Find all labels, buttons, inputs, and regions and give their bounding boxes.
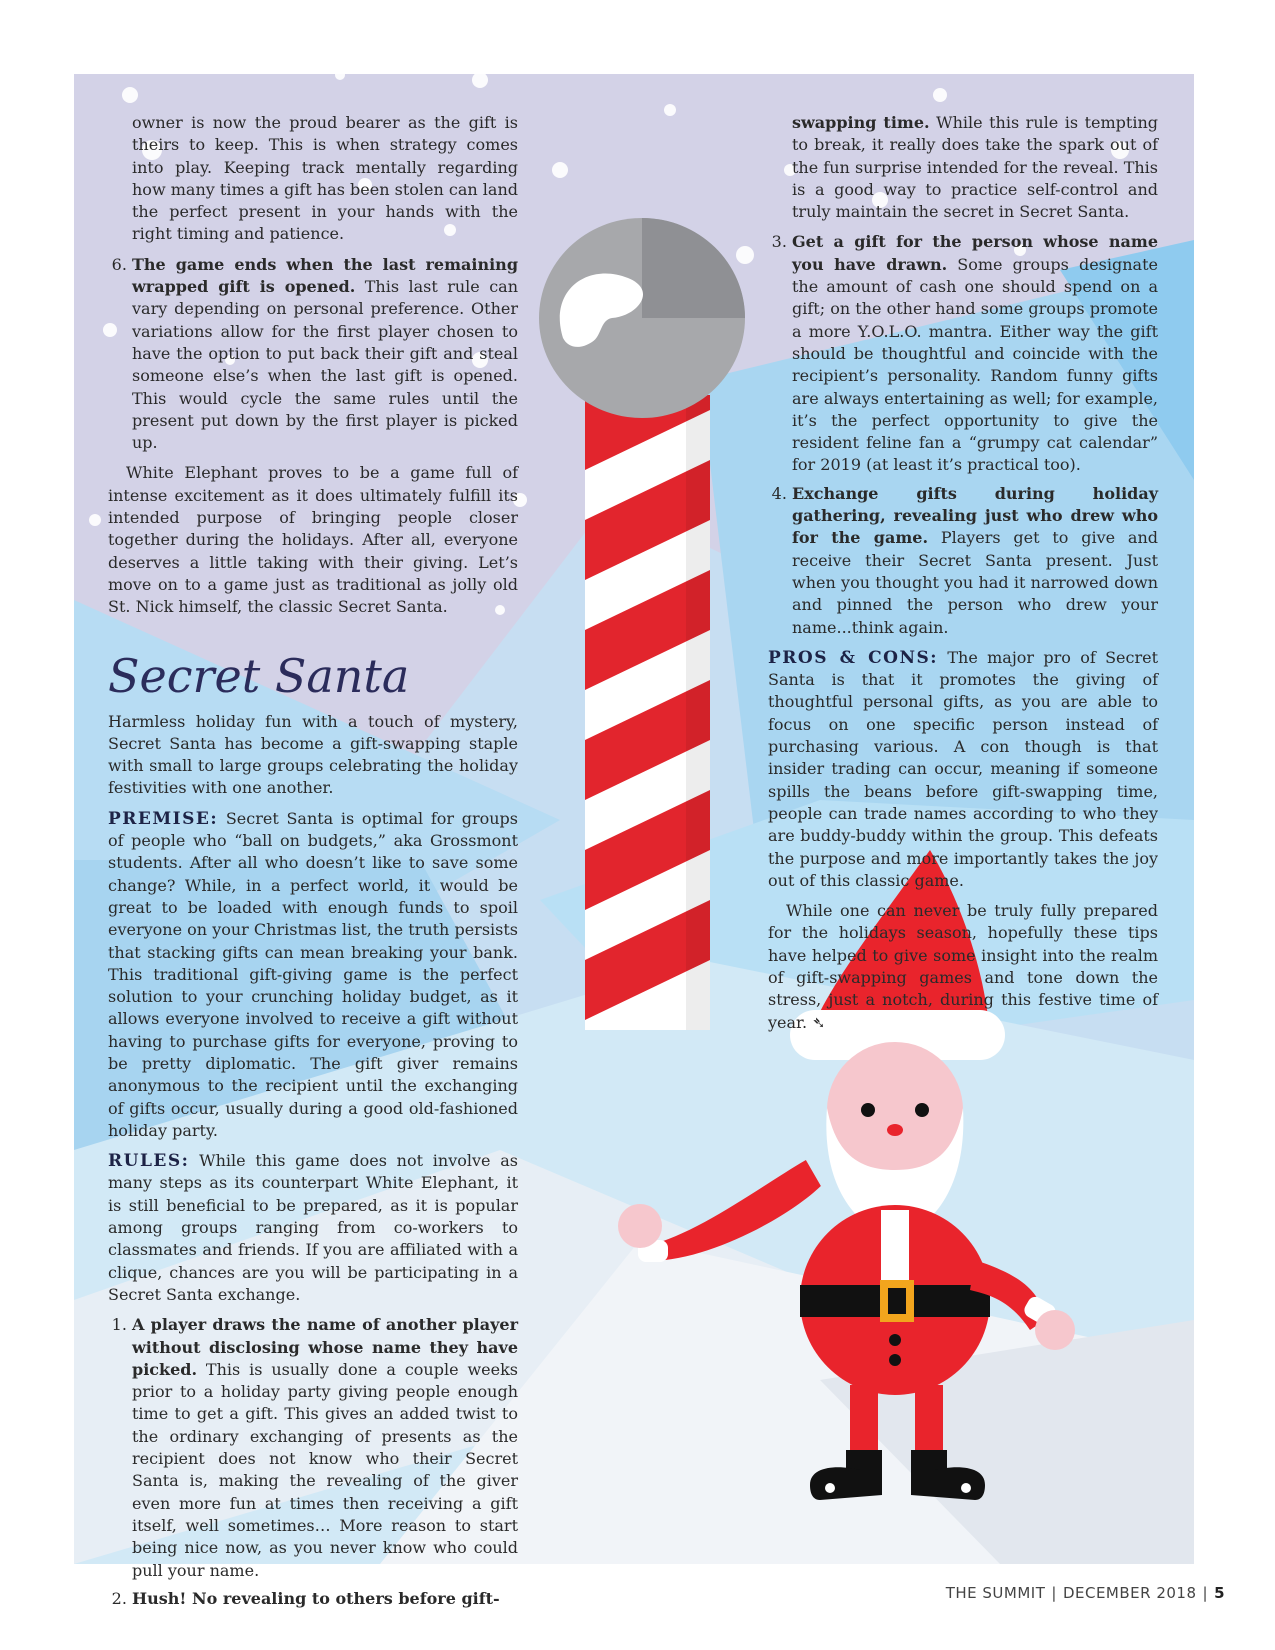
list-item [132,1314,518,1582]
rule2-continuation [768,112,1158,223]
page-footer [946,1584,1225,1602]
rule2-bold-end: swapping time. [792,113,930,132]
publication-name: THE SUMMIT [945,1584,1046,1602]
list-item [792,231,1158,476]
rule2-bold-start: Hush! No revealing to others before gift- [132,1588,500,1608]
list-item [792,483,1158,639]
premise-text: Secret Santa is optimal for groups of people who “ball on budgets,” aka Grossmont students. After all who doesn’t like to save some change? While, in a perfect world, it would be great to be loaded with enough funds to spoil everyone on your Christmas list, the truth persists that stacking gifts can mean breaking your bank. This traditional gift-giving game is the perfect solution to your crunching holiday budget, as it allows everyone involved to receive a gift without having to purchase gifts for everyone, proving to be pretty diplomatic. The gift giver remains anonymous to the recipient until the exchanging of gifts occur, usually during a good old-fashioned holiday party. [108,808,518,1140]
secret-santa-rules-list [108,1314,518,1610]
rule6-text: This last rule can vary depending on personal preference. Other variations allow for the first player chosen to have the option to put back their gift and steal someone else’s when the last gift is opened. This would cycle the same rules until the present put down by the first player is picked up. [132,277,518,453]
premise-heading: PREMISE: [108,808,219,829]
footer-divider: | [1051,1584,1057,1602]
rule4-text: Players get to give and receive their Secret Santa present. Just when you thought you had it narrowed down and pinned the person who drew your name...think again. [792,528,1159,637]
issue-date: DECEMBER 2018 [1062,1584,1197,1602]
bird-icon: ➴ [812,1012,826,1032]
rule5-continuation: owner is now the proud bearer as the gift is theirs to keep. This is when strategy comes into play. Keeping track mentally regarding how many times a gift has been stolen can land the perfect present in your hands with the right timing and patience. [132,113,518,244]
footer-divider: | [1202,1584,1209,1602]
rule6-bold: The game ends when the last remaining wrapped gift is opened. [132,254,518,297]
rule3-bold: Get a gift for the person whose name you have drawn. [792,232,1158,274]
premise-paragraph [108,808,518,1142]
intro-paragraph: Harmless holiday fun with a touch of mystery, Secret Santa has become a gift-swapping staple with small to large groups celebrating the holiday festivities with one another. [108,711,518,798]
section-title: Secret Santa [108,648,410,703]
rules-heading: RULES: [108,1151,190,1172]
rule2-text: While this rule is tempting to break, it really does take the spark out of the fun surprise intended for the reveal. This is a good way to practice self-control and truly maintain the secret in Secret Santa. [792,113,1159,222]
rule4-bold: Exchange gifts during holiday gathering, revealing just who drew who for the game. [792,483,1158,548]
closing-text: While one can never be truly fully prepared for the holidays season, hopefully these tips have helped to give some insight into the realm of gift-swapping games and tone down the stress, just a notch, during this festive time of year. [768,901,1158,1032]
closing-paragraph [768,900,1158,1034]
pros-cons-paragraph [768,647,1158,892]
rules-paragraph [108,1150,518,1306]
rule1-text: This is usually done a couple weeks prior to a holiday party giving people enough time to get a gift. This gives an added twist to the ordinary exchanging of presents as the recipient does not know who their Secret Santa is, making the revealing of the giver even more fun at times then receiving a gift itself, well sometimes… More reason to start being nice now, as you never know who could pull your name. [132,1359,518,1580]
rule1-bold: A player draws the name of another player without disclosing whose name they have picked. [132,1315,518,1379]
rules-text: While this game does not involve as many steps as its counterpart White Elephant, it is still beneficial to be prepared, as it is popular among groups ranging from co-workers to classmates and friends. If you are affiliated with a clique, chances are you will be participating in a Secret Santa exchange. [108,1151,518,1304]
white-elephant-conclusion: White Elephant proves to be a game full of intense excitement as it does ultimately fulfill its intended purpose of bringing people closer together during the holidays. After all, everyone deserves a little taking with their giving. Let’s move on to a game just as traditional as jolly old St. Nick himself, the classic Secret Santa. [108,463,518,617]
rule3-text: Some groups designate the amount of cash one should spend on a gift; on the other hand some groups promote a more Y.O.L.O. mantra. Either way the gift should be thoughtful and coincide with the recipient’s personality. Random funny gifts are always entertaining as well; for example, it’s the perfect opportunity to give the resident feline fan a “grumpy cat calendar” for 2019 (at least it’s practical too). [792,254,1158,475]
left-column [108,112,518,1618]
secret-santa-rules-list-cont [768,231,1158,638]
list-item [132,254,518,455]
pros-cons-heading: PROS & CONS: [768,647,939,668]
white-elephant-rules-list [108,254,518,455]
list-item [132,1588,518,1610]
right-column [768,112,1158,1042]
pros-cons-text: The major pro of Secret Santa is that it promotes the giving of thoughtful personal gifts, as you are able to focus on one specific person instead of purchasing various. A con though is that insider trading can occur, meaning if someone spills the beans before gift-swapping time, people can trade names according to who they are buddy-buddy within the group. This defeats the purpose and more importantly takes the joy out of this classic game. [768,647,1158,890]
page-number: 5 [1214,1584,1225,1602]
